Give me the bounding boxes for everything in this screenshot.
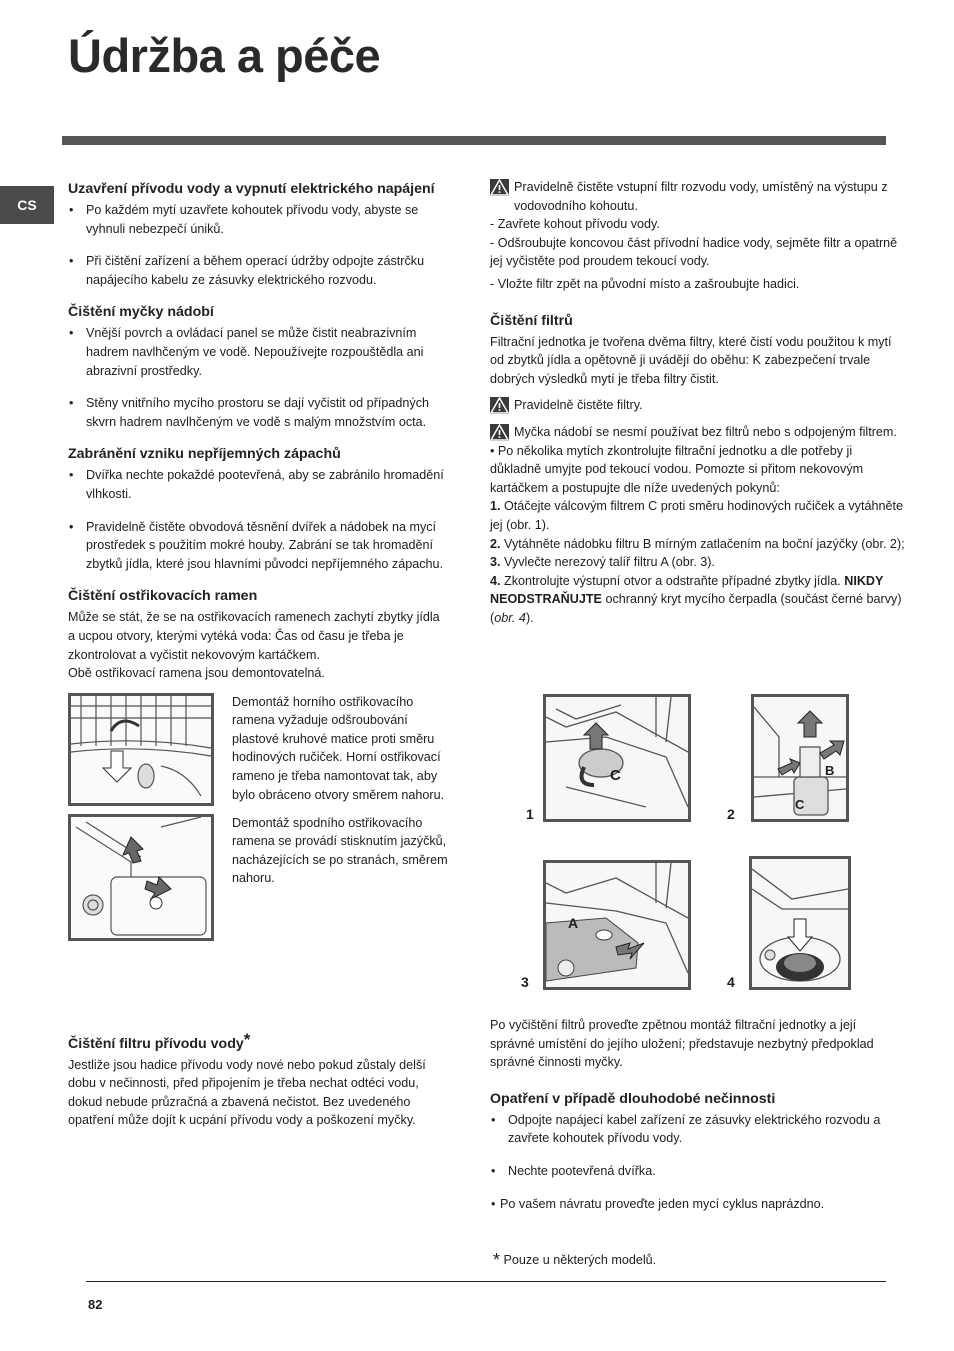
step-number: 4. <box>490 573 501 588</box>
warning-no-filter <box>490 423 906 442</box>
figure-number: 4 <box>727 974 735 990</box>
step-text: Zkontrolujte výstupní otvor a odstraňte případné zbytky jídla. <box>500 573 841 588</box>
list-item: • Odpojte napájecí kabel zařízení ze zásuvky elektrického rozvodu a zavřete kohoutek přívodu vody. <box>490 1111 904 1148</box>
warning-text: Pravidelně čistěte vstupní filtr rozvodu vody, umístěný na výstupu z vodovodního kohoutu. <box>514 180 888 213</box>
title-divider-bar <box>62 136 886 145</box>
step-text: Vyvlečte nerezový talíř filtru A (obr. 3). <box>500 555 715 570</box>
section-water-inlet-filter <box>68 1029 448 1130</box>
list-item: • Po každém mytí uzavřete kohoutek přívodu vody, abyste se vyhnuli nebezpečí úniků. <box>68 201 448 238</box>
bullet-list <box>68 201 448 289</box>
warning-text: Pravidelně čistěte filtry. <box>514 398 643 413</box>
section-cleaning-dishwasher <box>68 303 448 431</box>
section-heading: Zabránění vzniku nepříjemných zápachů <box>68 446 341 463</box>
figure-number: 1 <box>526 806 534 822</box>
step-number: 1. <box>490 499 501 514</box>
section-heading: Čištění myčky nádobí <box>68 304 214 321</box>
filters-check-text: • Po několika mytích zkontrolujte filtrační jednotku a dle potřeby ji důkladně umyjte pod tekoucí vodou. Pomozte si přitom nekovovým kartáčkem a postupujte dle níže uvedených pokynů: <box>490 443 864 495</box>
filters-intro: Filtrační jednotka je tvořena dvěma filtry, které čistí vodu použitou k mytí od zbytků jídla a opětovně ji uvádějí do oběhu: K zabezpečení trvale dobrých výsledků mytí je třeba filtry čistit. <box>490 334 892 386</box>
step-line: - Zavřete kohout přívodu vody. <box>490 217 660 232</box>
figure-label: C <box>795 797 805 812</box>
footnote-text: Pouze u některých modelů. <box>500 1253 657 1267</box>
list-item: • Dvířka nechte pokaždé pootevřená, aby se zabránilo hromadění vlhkosti. <box>68 466 448 503</box>
figure-label: A <box>568 915 579 931</box>
right-column <box>490 178 906 627</box>
step-text: ochranný kryt mycího čerpadla (součást černé barvy) ( <box>490 592 902 625</box>
list-item: • Při čištění zařízení a během operací údržby odpojte zástrčku napájecího kabelu ze zásuvky elektrického rozvodu. <box>68 252 448 289</box>
filter-figure-1 <box>543 694 691 822</box>
filter-figure-2 <box>751 694 849 822</box>
warning-triangle-icon <box>490 179 509 196</box>
warning-text: Myčka nádobí se nesmí používat bez filtrů nebo s odpojeným filtrem. <box>514 424 897 439</box>
footer-divider <box>86 1281 886 1282</box>
inlet-filter-text: Jestliže jsou hadice přívodu vody nové nebo pokud zůstaly delší dobu v nečinnosti, před připojením je třeba nechat odtéci vodu, dokud nebude průzračná a zbavená nečistot. Bez uvedeného opatření může dojít k ucpání přívodu vody a poškození myčky. <box>68 1057 426 1128</box>
section-spray-arms <box>68 587 448 940</box>
footnote-marker: * <box>243 1029 251 1049</box>
filter-step-3 <box>490 553 906 572</box>
figure-number: 3 <box>521 974 529 990</box>
lower-spray-arm-illustration <box>68 814 214 941</box>
filter-figure-4 <box>749 856 851 990</box>
step-line: - Vložte filtr zpět na původní místo a zašroubujte hadici. <box>490 276 800 291</box>
bullet-list <box>68 324 448 431</box>
step-text: ). <box>525 610 534 625</box>
list-item: • Stěny vnitřního mycího prostoru se dají vyčistit od případných skvrn hadrem navlhčeným ve vodě s malým množstvím octa. <box>68 394 448 431</box>
step-line: - Odšroubujte koncovou část přívodní hadice vody, sejměte filtr a opatrně jej vyčistěte pod proudem tekoucí vody. <box>490 235 898 269</box>
section-heading: Čištění filtrů <box>490 312 573 329</box>
section-heading-text: Čištění filtru přívodu vody <box>68 1035 244 1052</box>
figure-label: C <box>610 767 621 784</box>
upper-arm-text: Demontáž horního ostřikovacího ramena vyžaduje odšroubování plastové kruhové matice proti směru hodinových ručiček. Horní ostřikovací rameno je třeba namontovat tak, aby bylo obráceno otvory směrem nahoru. <box>232 694 445 802</box>
filter-step-1 <box>490 497 906 534</box>
section-heading: Čištění ostřikovacích ramen <box>68 588 258 605</box>
filter-step-4 <box>490 572 906 628</box>
page-title: Údržba a péče <box>68 29 381 82</box>
lower-arm-text: Demontáž spodního ostřikovacího ramena se provádí stisknutím jazýčků, nacházejících se po stranách, směrem nahoru. <box>232 815 448 886</box>
list-item: • Nechte pootevřená dvířka. <box>490 1162 904 1181</box>
step-number: 3. <box>490 555 501 570</box>
section-heading: Uzavření přívodu vody a vypnutí elektrického napájení <box>68 181 435 197</box>
list-item: • Vnější povrch a ovládací panel se může čistit neabrazivním hadrem navlhčeným ve vodě. Nepoužívejte rozpouštědla ani abrazivní prostředky. <box>68 324 448 380</box>
spray-arms-text: Může se stát, že se na ostřikovacích ramenech zachytí zbytky jídla a ucpou otvory, kterými vytéká voda: Čas od času je třeba je zkontrolovat a vyčistit nekovovým kartáčkem. Obě ostřikovací ramena jsou demontovatelná. <box>68 610 440 681</box>
lower-arm-figure-row <box>68 814 448 941</box>
bullet-list <box>490 1111 904 1213</box>
figure-label: B <box>825 763 835 778</box>
filter-step-2 <box>490 535 906 554</box>
list-item: • Pravidelně čistěte obvodová těsnění dvířek a nádobek na mycí prostředek s použitím mokré houby. Zabrání se tak hromadění zbytků jídla, které jsou hlavními původci nepříjemného zápachu. <box>68 518 448 574</box>
warning-triangle-icon <box>490 397 509 414</box>
upper-arm-figure-row <box>68 693 448 806</box>
right-lower-block <box>490 1016 904 1227</box>
step-text: Vytáhněte nádobku filtru B mírným zatlačením na boční jazýčky (obr. 2); <box>500 536 905 551</box>
bullet-list <box>68 466 448 573</box>
step-warning-bold: NIKDY NEODSTRAŇUJTE <box>490 573 884 607</box>
figure-number: 2 <box>727 806 735 822</box>
page-number: 82 <box>88 1297 103 1312</box>
section-heading: Opatření v případě dlouhodobé nečinnosti <box>490 1090 776 1107</box>
warning-triangle-icon <box>490 424 509 441</box>
filter-figure-3 <box>543 860 691 990</box>
figure-reference: obr. 4 <box>494 610 526 625</box>
upper-spray-arm-illustration <box>68 693 214 806</box>
warning-inlet-filter <box>490 178 906 215</box>
after-cleaning-text: Po vyčištění filtrů proveďte zpětnou montáž filtrační jednotky a její správné umístění do jejího uložení; představuje nezbytný předpoklad správné činnosti myčky. <box>490 1018 874 1070</box>
section-water-power-off <box>68 180 448 289</box>
section-odours <box>68 445 448 573</box>
footnote-marker: * <box>493 1250 501 1270</box>
language-tab: CS <box>0 186 54 224</box>
section-filters <box>490 312 906 628</box>
footnote <box>493 1250 656 1271</box>
section-heading <box>68 1029 448 1054</box>
step-text: Otáčejte válcovým filtrem C proti směru hodinových ručiček a vytáhněte jej (obr. 1). <box>490 499 903 532</box>
step-number: 2. <box>490 536 501 551</box>
list-item: • Po vašem návratu proveďte jeden mycí cyklus naprázdno. <box>490 1195 904 1214</box>
left-column <box>68 180 448 1138</box>
warning-clean-filters <box>490 396 906 415</box>
